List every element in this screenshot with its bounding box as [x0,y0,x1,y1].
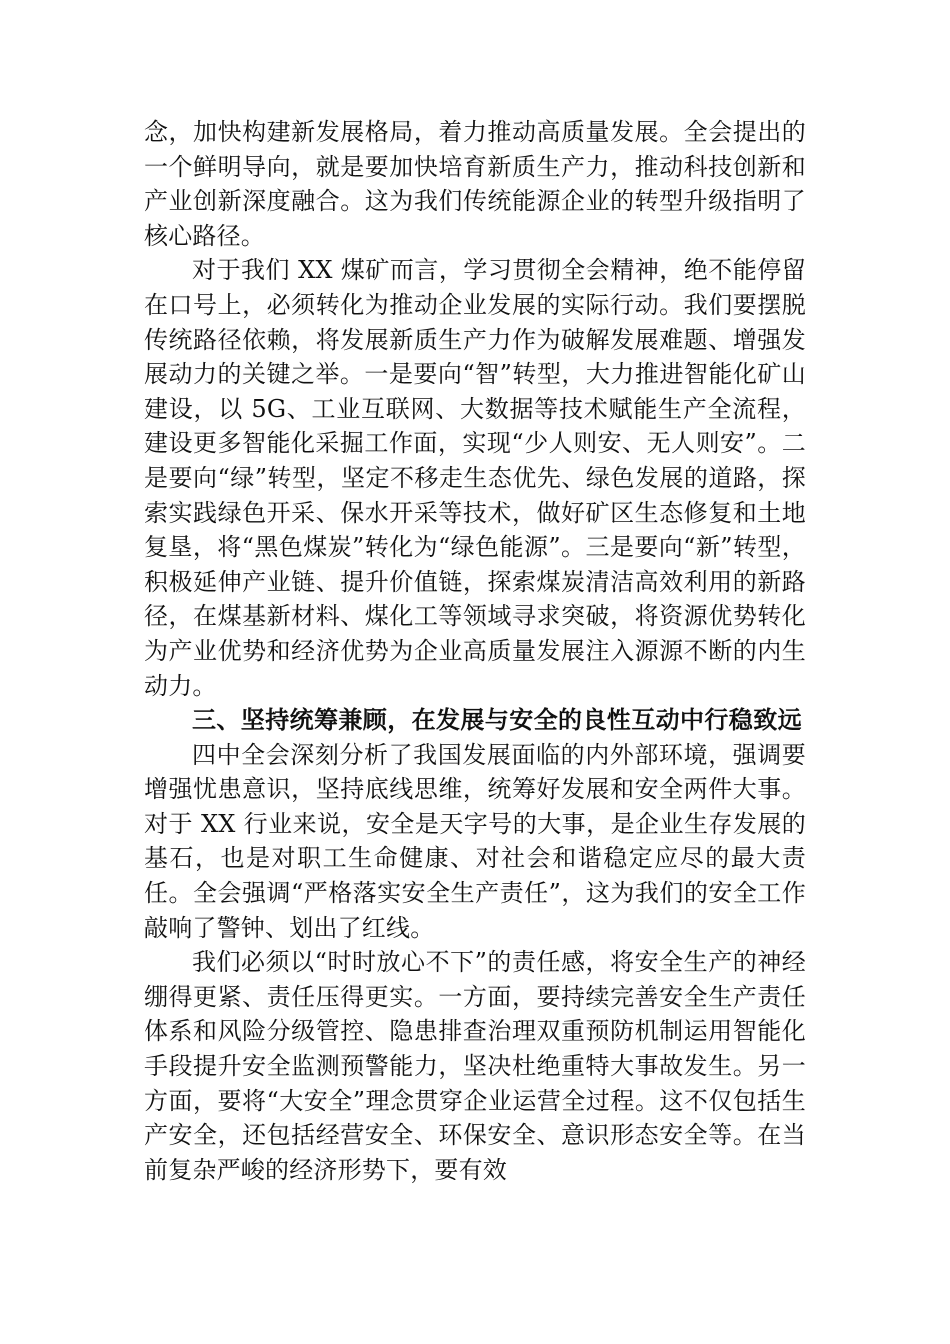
paragraph-safety-responsibility: 我们必须以“时时放心不下”的责任感，将安全生产的神经绷得更紧、责任压得更实。一方面，要持续完善安全生产责任体系和风险分级管控、隐患排查治理双重预防机制运用智能化手段提升安全监测预警能力，坚决杜绝重特大事故发生。另一方面，要将“大安全”理念贯穿企业运营全过程。这不仅包括生产安全，还包括经营安全、环保安全、意识形态安全等。在当前复杂严峻的经济形势下，要有效 [144,948,806,1184]
document-body [144,115,806,1187]
paragraph-development-and-security: 四中全会深刻分析了我国发展面临的内外部环境，强调要增强忧患意识，坚持底线思维，统筹好发展和安全两件大事。对于 XX 行业来说，安全是天字号的大事，是企业生存发展的基石，也是对职工生命健康、对社会和谐稳定应尽的最大责任。全会强调“严格落实安全生产责任”，这为我们的安全工作敲响了警钟、划出了红线。 [144,740,806,942]
section-heading-three: 三、坚持统筹兼顾，在发展与安全的良性互动中行稳致远 [192,706,802,735]
paragraph-continuation: 念，加快构建新发展格局，着力推动高质量发展。全会提出的一个鲜明导向，就是要加快培育新质生产力，推动科技创新和产业创新深度融合。这为我们传统能源企业的转型升级指明了核心路径。 [144,118,806,250]
paragraph-intelligent-green-transformation: 对于我们 XX 煤矿而言，学习贯彻全会精神，绝不能停留在口号上，必须转化为推动企业发展的实际行动。我们要摆脱传统路径依赖，将发展新质生产力作为破解发展难题、增强发展动力的关键之举。一是要向“智”转型，大力推进智能化矿山建设，以 5G、工业互联网、大数据等技术赋能生产全流程，建设更多智能化采掘工作面，实现“少人则安、无人则安”。二是要向“绿”转型，坚定不移走生态优先、绿色发展的道路，探索实践绿色开采、保水开采等技术，做好矿区生态修复和土地复垦，将“黑色煤炭”转化为“绿色能源”。三是要向“新”转型，积极延伸产业链、提升价值链，探索煤炭清洁高效利用的新路径，在煤基新材料、煤化工等领域寻求突破，将资源优势转化为产业优势和经济优势为企业高质量发展注入源源不断的内生动力。 [144,256,806,700]
